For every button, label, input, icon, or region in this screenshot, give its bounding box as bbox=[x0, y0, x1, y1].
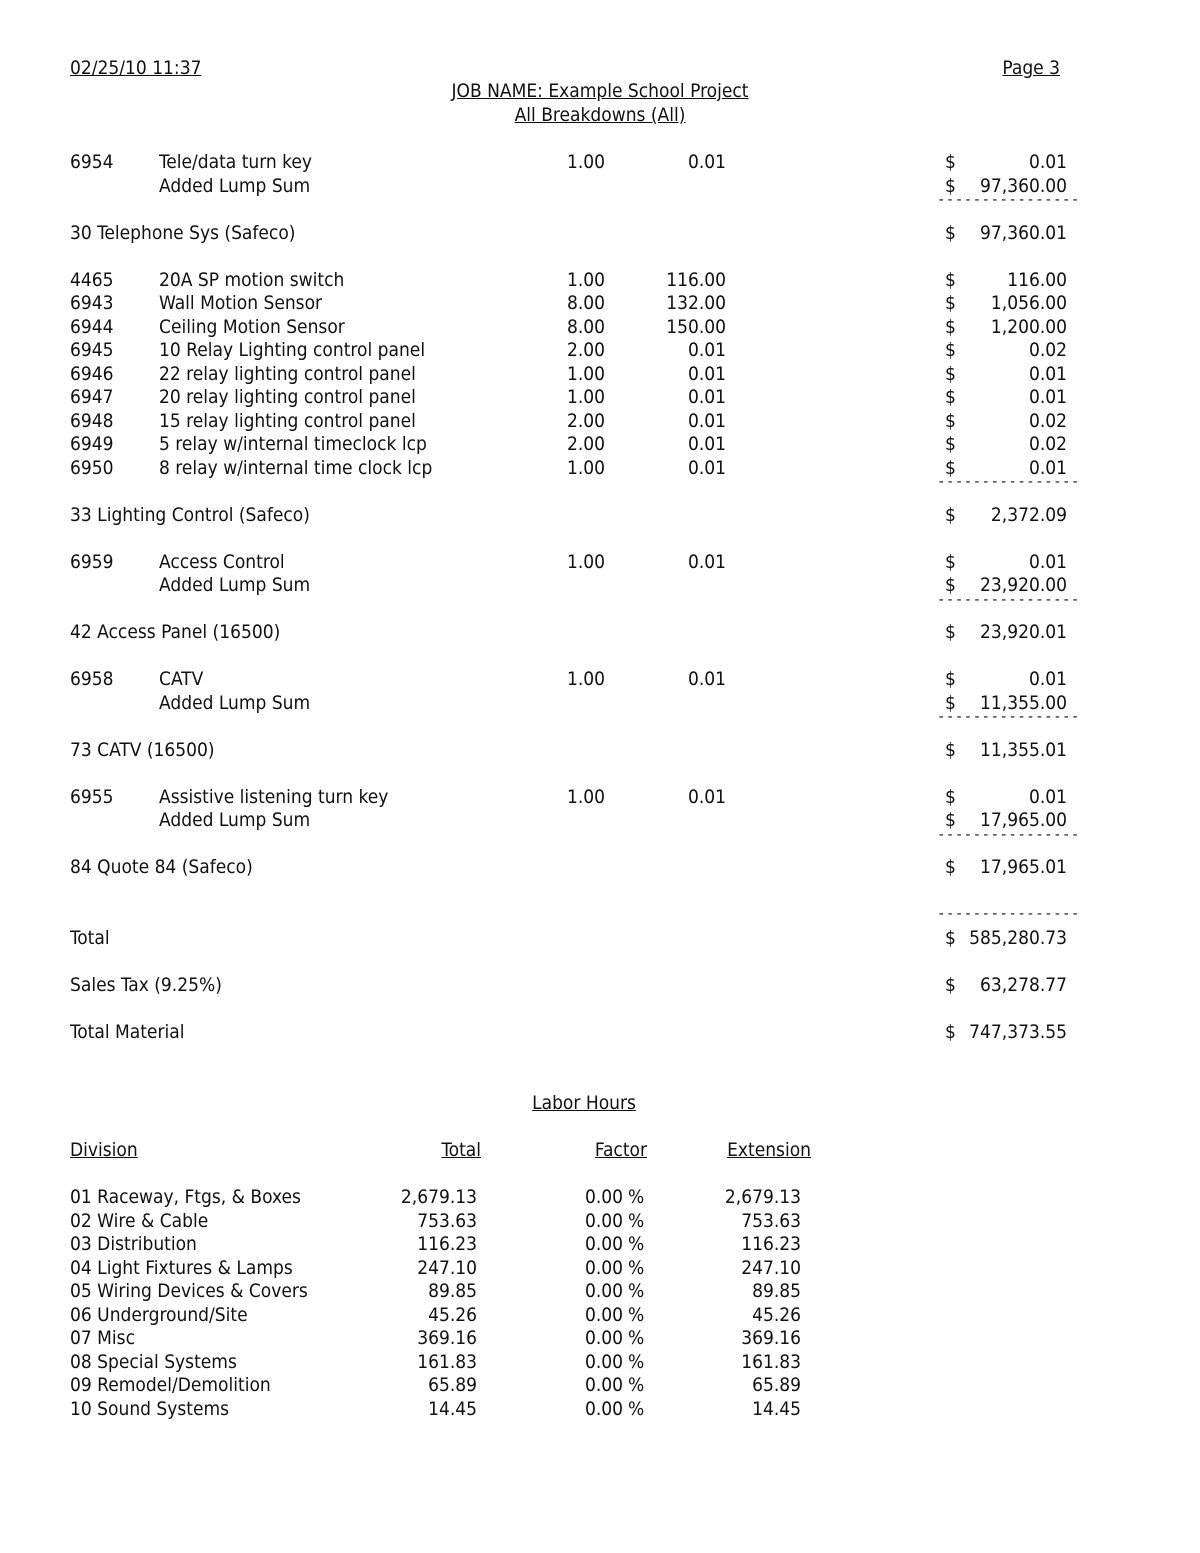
currency-symbol: $ bbox=[945, 151, 956, 173]
labor-factor: 0.00 bbox=[584, 1209, 623, 1232]
item-description: 8 relay w/internal time clock lcp bbox=[159, 456, 433, 479]
labor-extension: 89.85 bbox=[752, 1280, 801, 1302]
currency-symbol: $ bbox=[945, 738, 956, 761]
labor-extension: 161.83 bbox=[741, 1350, 801, 1373]
currency-symbol: $ bbox=[945, 809, 956, 831]
item-description: Added Lump Sum bbox=[159, 809, 311, 831]
labor-factor: 0.00 bbox=[584, 1186, 623, 1208]
currency-symbol: $ bbox=[945, 315, 956, 338]
currency-symbol: $ bbox=[945, 386, 956, 408]
item-description: 20 relay lighting control panel bbox=[159, 386, 416, 408]
item-quantity: 1.00 bbox=[566, 785, 605, 808]
percent-sign: % bbox=[628, 1280, 645, 1302]
currency-symbol: $ bbox=[945, 550, 956, 573]
item-code: 6949 bbox=[70, 433, 114, 455]
item-amount: 0.01 bbox=[1028, 386, 1067, 408]
column-header-extension: Extension bbox=[727, 1139, 811, 1161]
item-quantity: 1.00 bbox=[566, 386, 605, 408]
item-quantity: 2.00 bbox=[566, 339, 605, 361]
percent-sign: % bbox=[628, 1209, 645, 1232]
labor-total: 89.85 bbox=[428, 1280, 477, 1302]
labor-total: 247.10 bbox=[417, 1256, 477, 1279]
item-code: 6943 bbox=[70, 292, 114, 314]
currency-symbol: $ bbox=[945, 1020, 956, 1043]
labor-factor: 0.00 bbox=[584, 1303, 623, 1326]
item-quantity: 8.00 bbox=[566, 292, 605, 314]
item-quantity: 1.00 bbox=[566, 362, 605, 385]
labor-total: 161.83 bbox=[417, 1350, 477, 1373]
item-amount: 17,965.00 bbox=[980, 809, 1067, 831]
item-unit-price: 0.01 bbox=[687, 456, 726, 479]
labor-total: 116.23 bbox=[417, 1233, 477, 1255]
labor-factor: 0.00 bbox=[584, 1280, 623, 1302]
item-amount: 0.01 bbox=[1028, 785, 1067, 808]
labor-extension: 65.89 bbox=[752, 1374, 801, 1396]
item-amount: 0.01 bbox=[1028, 456, 1067, 479]
item-amount: 97,360.00 bbox=[980, 174, 1067, 197]
labor-division: 04 Light Fixtures & Lamps bbox=[70, 1256, 293, 1279]
percent-sign: % bbox=[628, 1327, 645, 1349]
currency-symbol: $ bbox=[945, 691, 956, 714]
item-code: 6959 bbox=[70, 550, 114, 573]
item-description: CATV bbox=[159, 668, 204, 690]
total-label: Total Material bbox=[70, 1020, 185, 1043]
item-quantity: 1.00 bbox=[566, 268, 605, 291]
item-quantity: 1.00 bbox=[566, 456, 605, 479]
item-quantity: 2.00 bbox=[566, 409, 605, 432]
item-amount: 0.02 bbox=[1028, 409, 1067, 432]
labor-total: 2,679.13 bbox=[400, 1186, 477, 1208]
labor-division: 02 Wire & Cable bbox=[70, 1209, 209, 1232]
item-code: 6944 bbox=[70, 315, 114, 338]
labor-extension: 45.26 bbox=[752, 1303, 801, 1326]
item-amount: 11,355.00 bbox=[980, 691, 1067, 714]
labor-division: 06 Underground/Site bbox=[70, 1303, 248, 1326]
currency-symbol: $ bbox=[945, 174, 956, 197]
separator-line: ---------------- bbox=[937, 905, 1080, 922]
labor-extension: 753.63 bbox=[741, 1209, 801, 1232]
item-amount: 116.00 bbox=[1007, 268, 1067, 291]
item-quantity: 1.00 bbox=[566, 151, 605, 173]
breakdowns-title: All Breakdowns (All) bbox=[514, 104, 686, 126]
currency-symbol: $ bbox=[945, 339, 956, 361]
subtotal-amount: 2,372.09 bbox=[990, 503, 1067, 526]
total-amount: 63,278.77 bbox=[980, 973, 1067, 996]
percent-sign: % bbox=[628, 1350, 645, 1373]
item-quantity: 1.00 bbox=[566, 550, 605, 573]
labor-total: 369.16 bbox=[417, 1327, 477, 1349]
total-label: Total bbox=[70, 926, 110, 949]
item-amount: 0.02 bbox=[1028, 433, 1067, 455]
subtotal-label: 84 Quote 84 (Safeco) bbox=[70, 856, 253, 878]
item-unit-price: 116.00 bbox=[666, 268, 726, 291]
percent-sign: % bbox=[628, 1256, 645, 1279]
labor-division: 08 Special Systems bbox=[70, 1350, 237, 1373]
currency-symbol: $ bbox=[945, 621, 956, 643]
item-code: 6948 bbox=[70, 409, 114, 432]
labor-total: 45.26 bbox=[428, 1303, 477, 1326]
item-description: 5 relay w/internal timeclock lcp bbox=[159, 433, 427, 455]
total-amount: 585,280.73 bbox=[969, 926, 1067, 949]
currency-symbol: $ bbox=[945, 409, 956, 432]
labor-total: 753.63 bbox=[417, 1209, 477, 1232]
item-description: 10 Relay Lighting control panel bbox=[159, 339, 426, 361]
labor-factor: 0.00 bbox=[584, 1374, 623, 1396]
labor-extension: 369.16 bbox=[741, 1327, 801, 1349]
labor-extension: 116.23 bbox=[741, 1233, 801, 1255]
column-header-division: Division bbox=[70, 1139, 138, 1161]
item-unit-price: 0.01 bbox=[687, 362, 726, 385]
currency-symbol: $ bbox=[945, 973, 956, 996]
report-datetime: 02/25/10 11:37 bbox=[70, 57, 202, 79]
subtotal-label: 33 Lighting Control (Safeco) bbox=[70, 503, 310, 526]
item-code: 6947 bbox=[70, 386, 114, 408]
labor-factor: 0.00 bbox=[584, 1233, 623, 1255]
subtotal-label: 42 Access Panel (16500) bbox=[70, 621, 281, 643]
currency-symbol: $ bbox=[945, 503, 956, 526]
currency-symbol: $ bbox=[945, 926, 956, 949]
currency-symbol: $ bbox=[945, 292, 956, 314]
separator-line: ---------------- bbox=[937, 826, 1080, 843]
job-name: JOB NAME: Example School Project bbox=[451, 80, 749, 102]
labor-extension: 247.10 bbox=[741, 1256, 801, 1279]
subtotal-amount: 17,965.01 bbox=[980, 856, 1067, 878]
item-unit-price: 0.01 bbox=[687, 339, 726, 361]
item-unit-price: 0.01 bbox=[687, 785, 726, 808]
labor-division: 10 Sound Systems bbox=[70, 1397, 230, 1420]
item-quantity: 8.00 bbox=[566, 315, 605, 338]
item-amount: 1,200.00 bbox=[990, 315, 1067, 338]
labor-division: 07 Misc bbox=[70, 1327, 135, 1349]
currency-symbol: $ bbox=[945, 668, 956, 690]
column-header-factor: Factor bbox=[594, 1139, 647, 1161]
item-quantity: 1.00 bbox=[566, 668, 605, 690]
item-unit-price: 150.00 bbox=[666, 315, 726, 338]
currency-symbol: $ bbox=[945, 785, 956, 808]
item-unit-price: 0.01 bbox=[687, 668, 726, 690]
percent-sign: % bbox=[628, 1397, 645, 1420]
subtotal-label: 73 CATV (16500) bbox=[70, 738, 215, 761]
page-number: Page 3 bbox=[1002, 57, 1060, 79]
item-amount: 1,056.00 bbox=[990, 292, 1067, 314]
item-description: Added Lump Sum bbox=[159, 574, 311, 596]
item-amount: 23,920.00 bbox=[980, 574, 1067, 596]
labor-factor: 0.00 bbox=[584, 1350, 623, 1373]
currency-symbol: $ bbox=[945, 268, 956, 291]
item-unit-price: 0.01 bbox=[687, 433, 726, 455]
item-code: 6945 bbox=[70, 339, 114, 361]
item-amount: 0.01 bbox=[1028, 668, 1067, 690]
separator-line: ---------------- bbox=[937, 192, 1080, 208]
currency-symbol: $ bbox=[945, 362, 956, 385]
item-description: Added Lump Sum bbox=[159, 691, 311, 714]
labor-division: 03 Distribution bbox=[70, 1233, 197, 1255]
currency-symbol: $ bbox=[945, 433, 956, 455]
item-description: Ceiling Motion Sensor bbox=[159, 315, 345, 338]
subtotal-amount: 11,355.01 bbox=[980, 738, 1067, 761]
percent-sign: % bbox=[628, 1374, 645, 1396]
total-label: Sales Tax (9.25%) bbox=[70, 973, 222, 996]
labor-extension: 2,679.13 bbox=[724, 1186, 801, 1208]
item-code: 6958 bbox=[70, 668, 114, 690]
item-description: 20A SP motion switch bbox=[159, 268, 345, 291]
currency-symbol: $ bbox=[945, 456, 956, 479]
labor-factor: 0.00 bbox=[584, 1397, 623, 1420]
labor-total: 65.89 bbox=[428, 1374, 477, 1396]
labor-factor: 0.00 bbox=[584, 1256, 623, 1279]
item-unit-price: 132.00 bbox=[666, 292, 726, 314]
labor-division: 05 Wiring Devices & Covers bbox=[70, 1280, 308, 1302]
item-code: 6950 bbox=[70, 456, 114, 479]
item-code: 4465 bbox=[70, 268, 114, 291]
item-unit-price: 0.01 bbox=[687, 151, 726, 173]
subtotal-amount: 23,920.01 bbox=[980, 621, 1067, 643]
labor-factor: 0.00 bbox=[584, 1327, 623, 1349]
total-amount: 747,373.55 bbox=[969, 1020, 1067, 1043]
percent-sign: % bbox=[628, 1233, 645, 1255]
separator-line: ---------------- bbox=[937, 591, 1080, 608]
item-amount: 0.01 bbox=[1028, 362, 1067, 385]
subtotal-amount: 97,360.01 bbox=[980, 221, 1067, 244]
currency-symbol: $ bbox=[945, 574, 956, 596]
labor-division: 01 Raceway, Ftgs, & Boxes bbox=[70, 1186, 301, 1208]
item-description: 15 relay lighting control panel bbox=[159, 409, 416, 432]
item-description: Added Lump Sum bbox=[159, 174, 311, 197]
item-description: Assistive listening turn key bbox=[159, 785, 389, 808]
labor-total: 14.45 bbox=[428, 1397, 477, 1420]
item-amount: 0.01 bbox=[1028, 151, 1067, 173]
currency-symbol: $ bbox=[945, 221, 956, 244]
percent-sign: % bbox=[628, 1186, 645, 1208]
item-code: 6955 bbox=[70, 785, 114, 808]
item-amount: 0.01 bbox=[1028, 550, 1067, 573]
column-header-total: Total bbox=[441, 1139, 481, 1161]
labor-extension: 14.45 bbox=[752, 1397, 801, 1420]
item-unit-price: 0.01 bbox=[687, 550, 726, 573]
item-code: 6946 bbox=[70, 362, 114, 385]
item-code: 6954 bbox=[70, 151, 114, 173]
item-unit-price: 0.01 bbox=[687, 409, 726, 432]
item-description: Wall Motion Sensor bbox=[159, 292, 323, 314]
item-description: Access Control bbox=[159, 550, 285, 573]
item-unit-price: 0.01 bbox=[687, 386, 726, 408]
item-amount: 0.02 bbox=[1028, 339, 1067, 361]
item-quantity: 2.00 bbox=[566, 433, 605, 455]
separator-line: ---------------- bbox=[937, 709, 1080, 725]
currency-symbol: $ bbox=[945, 856, 956, 878]
labor-division: 09 Remodel/Demolition bbox=[70, 1374, 271, 1396]
item-description: Tele/data turn key bbox=[159, 151, 313, 173]
item-description: 22 relay lighting control panel bbox=[159, 362, 416, 385]
percent-sign: % bbox=[628, 1303, 645, 1326]
subtotal-label: 30 Telephone Sys (Safeco) bbox=[70, 221, 296, 244]
labor-hours-title: Labor Hours bbox=[532, 1092, 636, 1114]
separator-line: ---------------- bbox=[937, 474, 1080, 490]
